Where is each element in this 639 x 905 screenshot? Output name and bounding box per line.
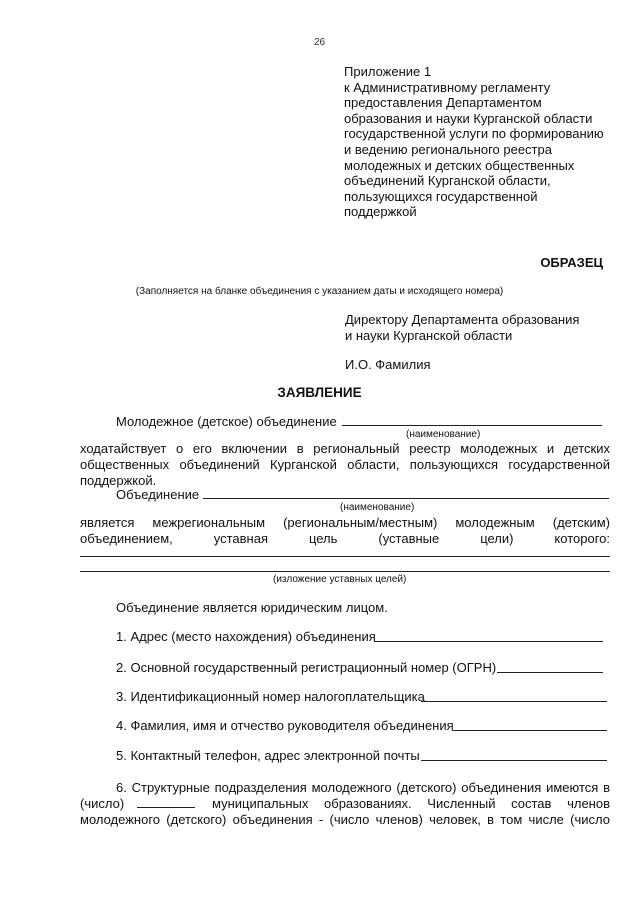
- association-label: Объединение: [116, 487, 200, 502]
- item-3-label: 3. Идентификационный номер налогоплательщика: [116, 689, 425, 704]
- sample-label: ОБРАЗЕЦ: [540, 255, 603, 270]
- item-4-label: 4. Фамилия, имя и отчество руководителя объединения: [116, 718, 454, 733]
- appendix-line: предоставления Департаментом: [344, 95, 542, 111]
- ogrn-field[interactable]: [497, 672, 603, 673]
- document-title: ЗАЯВЛЕНИЕ: [277, 385, 362, 400]
- item-6-count-label: (число): [80, 796, 125, 811]
- letterhead-note: (Заполняется на бланке объединения с указанием даты и исходящего номера): [135, 286, 504, 297]
- item-6-line-2: муниципальных образованиях. Численный состав членов: [212, 796, 610, 811]
- addressee-line-2: и науки Курганской области: [345, 328, 513, 343]
- goals-caption: (изложение уставных целей): [273, 574, 407, 585]
- appendix-header: [344, 64, 604, 220]
- appendix-line: образования и науки Курганской области: [344, 110, 593, 126]
- appendix-line: объединений Курганской области,: [344, 173, 551, 189]
- petition-line-3: поддержкой.: [80, 473, 157, 488]
- status-line-2: объединением, уставная цель (уставные цели) которого:: [80, 531, 610, 546]
- item-1-label: 1. Адрес (место нахождения) объединения: [116, 629, 376, 644]
- petition-line-1: ходатайствует о его включении в региональный реестр молодежных и детских: [80, 441, 610, 456]
- contact-field[interactable]: [421, 760, 607, 761]
- appendix-line: пользующихся государственной: [344, 188, 538, 204]
- director-name-field[interactable]: [452, 730, 607, 731]
- appendix-line: Приложение 1: [344, 64, 432, 79]
- goals-field-line-1[interactable]: [80, 556, 610, 557]
- name-caption-2: (наименование): [340, 502, 415, 513]
- addressee-name: И.О. Фамилия: [345, 357, 431, 372]
- association-name-field-2[interactable]: [203, 498, 609, 499]
- addressee-block: [345, 312, 579, 344]
- status-line-1: является межрегиональным (региональным/местным) молодежным (детским): [80, 515, 610, 530]
- goals-field-line-2[interactable]: [80, 571, 610, 572]
- appendix-line: к Административному регламенту: [344, 79, 551, 95]
- petition-line-2: общественных объединений Курганской области, пользующихся государственной: [80, 457, 610, 472]
- name-caption-1: (наименование): [406, 429, 481, 440]
- inn-field[interactable]: [421, 701, 607, 702]
- intro-row: [116, 414, 337, 429]
- addressee-line-1: Директору Департамента образования: [345, 312, 580, 327]
- association-name-field[interactable]: [342, 425, 602, 426]
- appendix-line: и ведению регионального реестра: [344, 141, 552, 157]
- legal-entity-text: Объединение является юридическим лицом.: [116, 600, 388, 615]
- municipality-count-field[interactable]: [137, 807, 195, 808]
- appendix-line: поддержкой: [344, 204, 417, 220]
- appendix-line: государственной услуги по формированию: [344, 126, 604, 142]
- address-field[interactable]: [374, 641, 603, 642]
- item-2-label: 2. Основной государственный регистрационный номер (ОГРН): [116, 660, 497, 675]
- intro-label: Молодежное (детское) объединение: [116, 414, 337, 429]
- item-6-line-1: 6. Структурные подразделения молодежного (детского) объединения имеются в: [116, 780, 610, 795]
- appendix-line: молодежных и детских общественных: [344, 157, 575, 173]
- item-5-label: 5. Контактный телефон, адрес электронной почты: [116, 748, 420, 763]
- page-number: 26: [313, 37, 326, 48]
- item-6-line-3: молодежного (детского) объединения - (число членов) человек, в том числе (число: [80, 812, 610, 827]
